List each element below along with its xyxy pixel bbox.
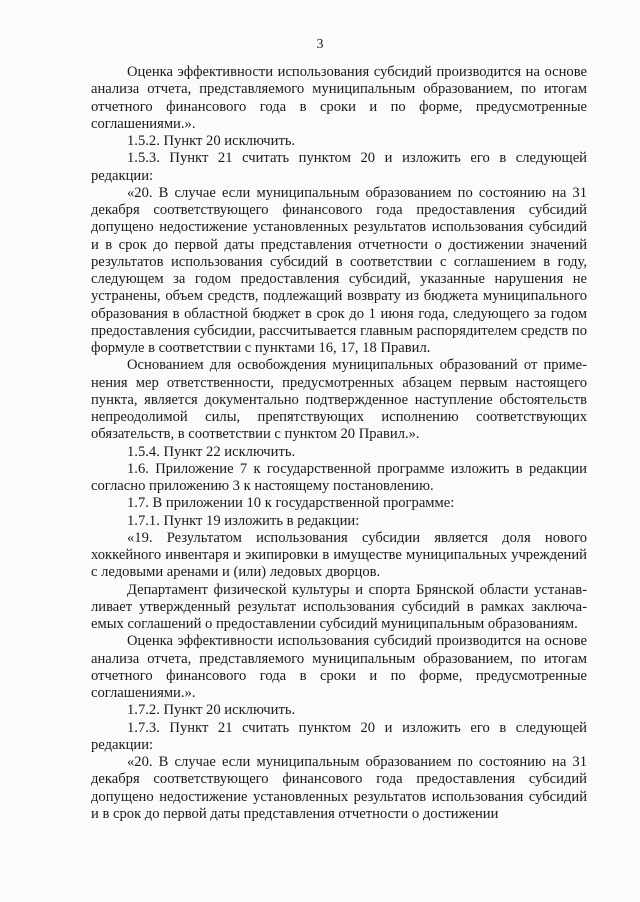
paragraph-1-7-1: 1.7.1. Пункт 19 изложить в редакции: bbox=[127, 512, 360, 529]
paragraph-1-7-3: 1.7.3. Пункт 21 считать пунктом 20 и изложить его в следующей редакции: bbox=[91, 719, 587, 753]
paragraph-point-20-text-2: «20. В случае если муниципальным образованием по состоянию на 31 декабря соответствующего финансового года предоставления субсидий допущено недостижение установленных результатов использования субсидий и в срок до первой даты представления отчетности о достижении bbox=[91, 754, 587, 822]
paragraph-1-5-3: 1.5.3. Пункт 21 считать пунктом 20 и изложить его в следующей редакции: bbox=[91, 150, 587, 184]
paragraph-release-grounds: Основанием для освобождения муниципальных образований от применения мер ответственности, предусмотренных абзацем первым настоящего пункта, является документально подтвержденное наступление обстоятельств непреодолимой силы, препятствующих исполнению соответствующих обязательств, в соответствии с пунктом 20 Правил.». bbox=[91, 357, 587, 443]
paragraph-1-7-2: 1.7.2. Пункт 20 исключить. bbox=[127, 702, 296, 719]
paragraph-assessment-efficiency-2: Оценка эффективности использования субсидий производится на основе анализа отчета, представляемого муниципальным образованием, по итогам отчетного финансового года в сроки и по форме, предусмотренные соглашениями.». bbox=[91, 633, 587, 701]
document-body bbox=[91, 64, 587, 823]
paragraph-department-result: Департамент физической культуры и спорта Брянской области устанавливает утвержденный результат использования субсидий в рамках заключаемых соглашений о предоставлении субсидий муниципальным образованиям. bbox=[91, 581, 587, 632]
paragraph-1-5-4: 1.5.4. Пункт 22 исключить. bbox=[127, 443, 296, 460]
paragraph-1-6: 1.6. Приложение 7 к государственной программе изложить в редакции согласно приложению 3 к настоящему постановлению. bbox=[91, 460, 587, 494]
paragraph-point-19-text: «19. Результатом использования субсидии является доля нового хоккейного инвентаря и экипировки в имуществе муниципальных учреждений с ледовыми аренами и (или) ледовых дворцов. bbox=[91, 529, 587, 581]
paragraph-1-7: 1.7. В приложении 10 к государственной программе: bbox=[127, 495, 455, 512]
page-number: 3 bbox=[316, 37, 324, 52]
paragraph-1-5-2: 1.5.2. Пункт 20 исключить. bbox=[127, 133, 296, 149]
paragraph-assessment-efficiency: Оценка эффективности использования субсидий производится на основе анализа отчета, представляемого муниципальным образованием, по итогам отчетного финансового года в сроки и по форме, предусмотренные соглашениями.». bbox=[91, 64, 587, 132]
paragraph-point-20-text: «20. В случае если муниципальным образованием по состоянию на 31 декабря соответствующего финансового года предоставления субсидий допущено недостижение установленных результатов использования субсидий и в срок до первой даты представления отчетности о достижении значений результатов использования субсидий в соответствии с соглашением в году, следующем за годом предоставления субсидий, указанные нарушения не устранены, объем средств, подлежащий возврату из бюджета муниципального образования в областной бюджет в срок до 1 июня года, следующего за годом предоставления субсидии, рассчитывается главным распорядителем средств по формуле в соответствии с пунктами 16, 17, 18 Правил. bbox=[91, 184, 587, 356]
